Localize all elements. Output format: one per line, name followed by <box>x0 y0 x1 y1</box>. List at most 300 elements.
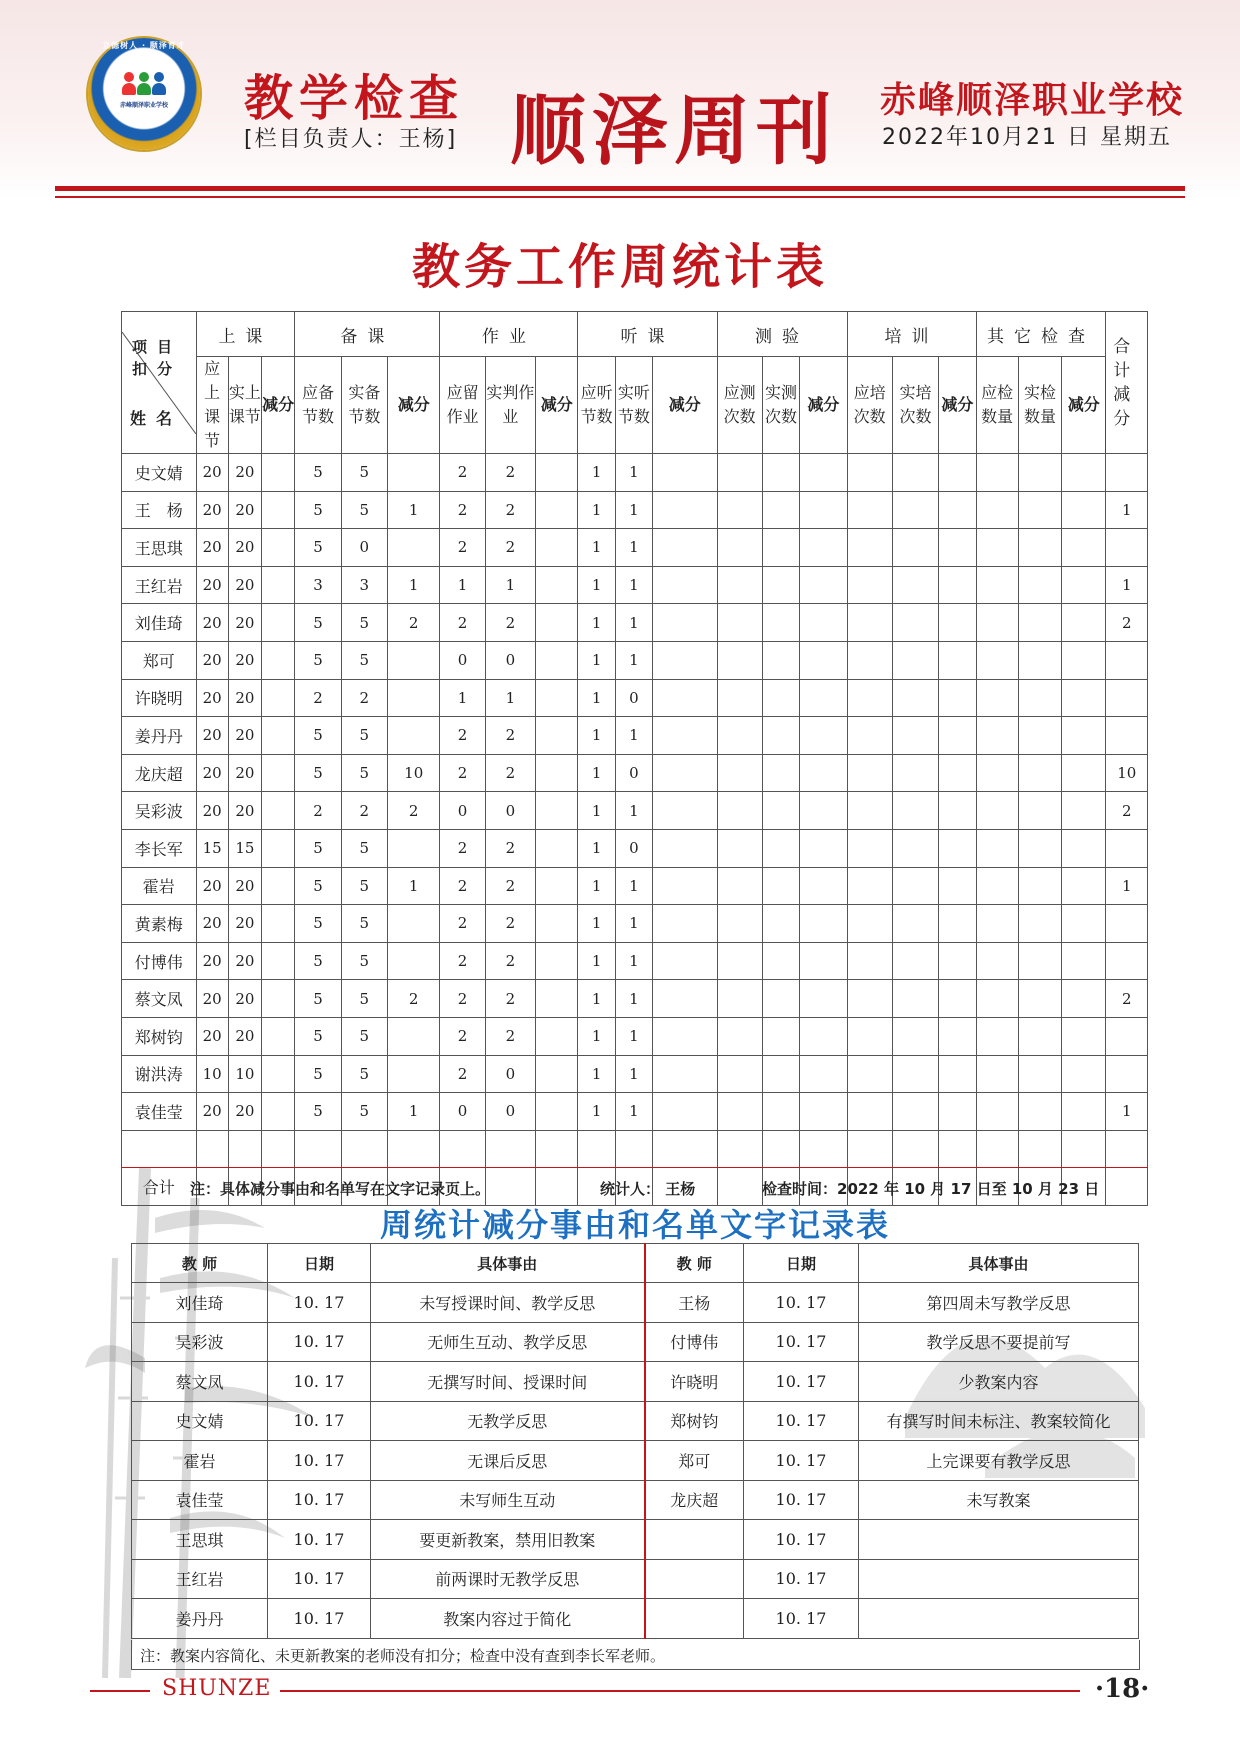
table-row <box>122 905 1148 943</box>
table-cell: 1 <box>578 491 615 529</box>
table-cell <box>1062 867 1106 905</box>
table-cell: 1 <box>578 566 615 604</box>
table-cell <box>388 905 440 943</box>
table-cell: 2 <box>485 980 535 1018</box>
table-cell <box>1062 1093 1106 1131</box>
table-cell: 1 <box>615 792 652 830</box>
table-cell <box>536 717 578 755</box>
table-cell <box>892 454 938 492</box>
table-cell: 1 <box>578 829 615 867</box>
sub-header: 减分 <box>1062 357 1106 454</box>
teacher-name: 刘佳琦 <box>122 604 197 642</box>
check-time: 检查时间：2022 年 10 月 17 日至 10 月 23 日 <box>762 1180 1100 1198</box>
table-cell <box>976 905 1018 943</box>
table-cell <box>800 867 847 905</box>
table-cell: 1 <box>388 566 440 604</box>
table-cell <box>1018 529 1061 567</box>
table-cell: 5 <box>295 1055 341 1093</box>
table-cell <box>536 679 578 717</box>
table-cell <box>262 454 295 492</box>
table-cell <box>800 491 847 529</box>
table-cell: 1 <box>615 491 652 529</box>
group-header: 培训 <box>847 312 976 357</box>
table-cell <box>847 1017 892 1055</box>
record-cell: 10. 17 <box>268 1283 371 1323</box>
record-header: 教 师 <box>645 1244 744 1283</box>
record-cell: 无师生互动、教学反思 <box>371 1322 645 1362</box>
table-cell <box>939 792 976 830</box>
teacher-name: 付博伟 <box>122 942 197 980</box>
corner-top-label: 项目 扣分 <box>132 337 183 378</box>
record-cell: 许晓明 <box>645 1362 744 1402</box>
table-cell <box>892 1017 938 1055</box>
table-cell: 1 <box>578 604 615 642</box>
table-cell <box>1106 679 1148 717</box>
sub-header: 实测次数 <box>762 357 799 454</box>
teacher-name: 袁佳莹 <box>122 1093 197 1131</box>
record-header: 教 师 <box>132 1244 268 1283</box>
table-cell: 5 <box>341 454 387 492</box>
table-cell: 2 <box>485 491 535 529</box>
table-cell: 10 <box>1106 754 1148 792</box>
table-cell <box>536 454 578 492</box>
table-cell <box>847 980 892 1018</box>
table-cell <box>717 454 762 492</box>
table-cell <box>653 905 718 943</box>
table-cell <box>762 905 799 943</box>
table-cell: 5 <box>295 717 341 755</box>
table-cell <box>939 1017 976 1055</box>
table-cell <box>939 980 976 1018</box>
record-row <box>132 1520 1139 1560</box>
table-cell <box>800 1055 847 1093</box>
table-cell <box>1062 717 1106 755</box>
table-cell <box>388 641 440 679</box>
group-header: 其它检查 <box>976 312 1106 357</box>
table-cell <box>717 829 762 867</box>
record-cell: 郑树钧 <box>645 1401 744 1441</box>
table-cell <box>800 454 847 492</box>
table-row <box>122 454 1148 492</box>
table-cell: 2 <box>341 679 387 717</box>
sub-header: 减分 <box>536 357 578 454</box>
table-cell <box>976 717 1018 755</box>
table-cell: 1 <box>578 754 615 792</box>
record-row <box>132 1401 1139 1441</box>
table-cell <box>653 454 718 492</box>
table-cell <box>800 754 847 792</box>
table-cell <box>847 829 892 867</box>
table-cell <box>717 942 762 980</box>
logo-emblem <box>114 64 174 124</box>
table-cell: 2 <box>440 980 485 1018</box>
teacher-name: 许晓明 <box>122 679 197 717</box>
record-cell: 王思琪 <box>132 1520 268 1560</box>
table-cell <box>262 867 295 905</box>
table-cell: 1 <box>440 679 485 717</box>
sub-header: 减分 <box>388 357 440 454</box>
table-cell <box>388 1055 440 1093</box>
table-cell: 5 <box>341 754 387 792</box>
table-cell: 10 <box>228 1055 261 1093</box>
table-cell <box>976 792 1018 830</box>
table-cell <box>892 980 938 1018</box>
table-cell: 1 <box>485 566 535 604</box>
record-cell: 10. 17 <box>744 1362 859 1402</box>
table-row <box>122 792 1148 830</box>
header-divider-thin <box>55 196 1185 198</box>
table-cell <box>1018 754 1061 792</box>
table-cell <box>847 604 892 642</box>
table-cell <box>653 641 718 679</box>
table-cell: 5 <box>341 641 387 679</box>
table-cell <box>717 717 762 755</box>
table-cell <box>1018 792 1061 830</box>
teacher-name: 谢洪涛 <box>122 1055 197 1093</box>
table-cell: 2 <box>295 679 341 717</box>
table-cell <box>847 1055 892 1093</box>
table-cell: 20 <box>228 529 261 567</box>
record-row <box>132 1441 1139 1481</box>
table-cell <box>536 1093 578 1131</box>
table-cell: 5 <box>295 1093 341 1131</box>
table-cell <box>262 1093 295 1131</box>
table-cell <box>653 566 718 604</box>
record-cell: 要更新教案，禁用旧教案 <box>371 1520 645 1560</box>
record-cell: 10. 17 <box>744 1559 859 1599</box>
record-cell: 史文婧 <box>132 1401 268 1441</box>
teacher-name: 黄素梅 <box>122 905 197 943</box>
group-header: 上课 <box>196 312 295 357</box>
table-cell <box>1062 829 1106 867</box>
table-cell <box>939 454 976 492</box>
record-header: 具体事由 <box>859 1244 1139 1283</box>
table-cell: 5 <box>341 1055 387 1093</box>
table-cell <box>536 754 578 792</box>
table-cell <box>1106 905 1148 943</box>
table-cell: 1 <box>615 641 652 679</box>
record-cell: 郑可 <box>645 1441 744 1481</box>
table-cell <box>717 905 762 943</box>
teacher-name: 蔡文凤 <box>122 980 197 1018</box>
table-cell: 1 <box>1106 867 1148 905</box>
weekly-stats-table <box>121 311 1148 1206</box>
table-cell <box>976 679 1018 717</box>
table-cell <box>976 529 1018 567</box>
table-cell <box>976 566 1018 604</box>
table-cell <box>939 679 976 717</box>
table-cell: 1 <box>615 980 652 1018</box>
record-row <box>132 1599 1139 1639</box>
table-cell <box>653 942 718 980</box>
table-cell: 5 <box>341 942 387 980</box>
table-cell <box>762 604 799 642</box>
sub-header: 应测次数 <box>717 357 762 454</box>
record-cell: 10. 17 <box>744 1441 859 1481</box>
record-cell: 10. 17 <box>744 1283 859 1323</box>
table-cell: 5 <box>341 1093 387 1131</box>
table-cell <box>847 905 892 943</box>
table-cell <box>892 566 938 604</box>
record-header: 具体事由 <box>371 1244 645 1283</box>
table-cell <box>262 980 295 1018</box>
table-cell <box>653 754 718 792</box>
table-row <box>122 980 1148 1018</box>
table-cell: 3 <box>295 566 341 604</box>
table-cell <box>892 942 938 980</box>
table-cell <box>653 679 718 717</box>
record-row <box>132 1362 1139 1402</box>
teacher-name: 姜丹丹 <box>122 717 197 755</box>
table-cell <box>800 1017 847 1055</box>
logo-ring-text: 立德树人 · 顺泽育才 <box>102 41 186 50</box>
logo-school-name: 赤峰顺泽职业学校 <box>120 102 169 109</box>
table-cell <box>1018 829 1061 867</box>
table-cell <box>800 905 847 943</box>
table-cell <box>892 792 938 830</box>
table-cell <box>262 604 295 642</box>
table-cell <box>800 604 847 642</box>
table-cell: 1 <box>578 679 615 717</box>
table-cell <box>1062 454 1106 492</box>
table-cell <box>262 717 295 755</box>
table-row <box>122 717 1148 755</box>
table-cell: 1 <box>485 679 535 717</box>
table-cell: 2 <box>485 717 535 755</box>
sub-header: 应备节数 <box>295 357 341 454</box>
table-cell <box>1106 641 1148 679</box>
table-cell <box>939 942 976 980</box>
table-cell <box>847 529 892 567</box>
table-row <box>122 754 1148 792</box>
table-cell: 0 <box>485 1093 535 1131</box>
record-cell: 刘佳琦 <box>132 1283 268 1323</box>
table-cell <box>847 867 892 905</box>
table-cell: 1 <box>615 566 652 604</box>
table-cell <box>800 1093 847 1131</box>
record-cell: 10. 17 <box>268 1599 371 1639</box>
table-cell <box>536 641 578 679</box>
table-cell <box>976 1017 1018 1055</box>
page-number: ·18· <box>1095 1674 1150 1704</box>
stats-note: 注：具体减分事由和名单写在文字记录页上。 <box>190 1180 491 1198</box>
table-cell <box>717 604 762 642</box>
table-cell: 1 <box>440 566 485 604</box>
table-cell: 1 <box>615 1093 652 1131</box>
footer-rule <box>280 1690 1080 1692</box>
table-cell <box>536 1017 578 1055</box>
table-cell <box>800 792 847 830</box>
table-cell <box>1062 905 1106 943</box>
record-row <box>132 1559 1139 1599</box>
table-cell: 15 <box>196 829 228 867</box>
table-cell <box>717 1055 762 1093</box>
table-cell: 20 <box>228 792 261 830</box>
table-cell: 2 <box>388 980 440 1018</box>
table-cell <box>939 717 976 755</box>
table-cell <box>939 491 976 529</box>
table-cell: 2 <box>440 717 485 755</box>
table-cell <box>262 529 295 567</box>
table-cell <box>1106 717 1148 755</box>
table-cell: 5 <box>295 754 341 792</box>
table-cell <box>847 942 892 980</box>
table-cell: 5 <box>295 829 341 867</box>
table-cell <box>262 566 295 604</box>
table-cell: 2 <box>440 454 485 492</box>
table-cell <box>800 980 847 1018</box>
table-cell <box>892 867 938 905</box>
teacher-name: 霍岩 <box>122 867 197 905</box>
table-cell <box>892 829 938 867</box>
record-cell: 10. 17 <box>268 1559 371 1599</box>
table-cell: 1 <box>388 1093 440 1131</box>
table-cell: 2 <box>485 529 535 567</box>
table-cell <box>1018 1017 1061 1055</box>
table-cell: 2 <box>295 792 341 830</box>
table-cell: 2 <box>440 754 485 792</box>
group-header: 听课 <box>578 312 717 357</box>
record-cell: 教案内容过于简化 <box>371 1599 645 1639</box>
table-cell: 1 <box>615 1017 652 1055</box>
record-cell: 10. 17 <box>744 1599 859 1639</box>
corner-bottom-label: 姓名 <box>130 408 183 428</box>
table-cell: 0 <box>615 829 652 867</box>
table-cell <box>762 829 799 867</box>
table-cell: 1 <box>578 792 615 830</box>
table-cell: 20 <box>228 454 261 492</box>
table-cell <box>1018 942 1061 980</box>
table-cell <box>892 754 938 792</box>
table-cell: 2 <box>485 942 535 980</box>
table-cell <box>653 1055 718 1093</box>
table-row <box>122 491 1148 529</box>
table-cell <box>1062 566 1106 604</box>
table-cell <box>939 1055 976 1093</box>
corner-header <box>122 312 197 454</box>
table-cell: 0 <box>485 1055 535 1093</box>
table-cell: 5 <box>341 491 387 529</box>
record-header: 日期 <box>744 1244 859 1283</box>
record-cell <box>645 1559 744 1599</box>
table-cell: 20 <box>228 717 261 755</box>
sub-header: 实备节数 <box>341 357 387 454</box>
sub-header: 实培次数 <box>892 357 938 454</box>
table-cell: 5 <box>295 604 341 642</box>
teacher-name: 合计 <box>122 1168 197 1206</box>
table-cell <box>939 604 976 642</box>
record-cell: 10. 17 <box>268 1480 371 1520</box>
table-cell <box>762 679 799 717</box>
table-cell <box>892 1055 938 1093</box>
table-cell <box>717 641 762 679</box>
sub-header: 应上课节 <box>196 357 228 454</box>
table-cell <box>262 491 295 529</box>
table-cell <box>1062 679 1106 717</box>
stat-person: 统计人： 王杨 <box>600 1180 696 1198</box>
table-cell: 2 <box>440 1017 485 1055</box>
table-cell: 10 <box>196 1055 228 1093</box>
group-header: 备课 <box>295 312 440 357</box>
sub-header: 减分 <box>800 357 847 454</box>
table-cell: 1 <box>578 1017 615 1055</box>
table-cell <box>1062 604 1106 642</box>
table-cell <box>1106 1017 1148 1055</box>
table-cell: 5 <box>295 641 341 679</box>
table-cell <box>800 641 847 679</box>
table-cell <box>536 980 578 1018</box>
sub-header: 应培次数 <box>847 357 892 454</box>
table-cell <box>939 641 976 679</box>
table-cell: 1 <box>578 717 615 755</box>
teacher-name: 王 杨 <box>122 491 197 529</box>
table-cell <box>717 566 762 604</box>
table-cell <box>1018 679 1061 717</box>
table-cell: 1 <box>615 604 652 642</box>
table-cell <box>1018 867 1061 905</box>
table-cell <box>1018 905 1061 943</box>
table-cell <box>653 1093 718 1131</box>
record-cell: 10. 17 <box>268 1401 371 1441</box>
table-cell <box>653 1017 718 1055</box>
issue-date: 2022年10月21 日 星期五 <box>882 125 1172 150</box>
table-cell <box>717 491 762 529</box>
table-cell <box>388 1017 440 1055</box>
sub-header: 实检数量 <box>1018 357 1061 454</box>
table-cell <box>1106 829 1148 867</box>
table-cell <box>939 566 976 604</box>
table-row <box>122 829 1148 867</box>
publication-brand: 顺泽周刊 <box>510 86 838 175</box>
table-cell <box>762 1093 799 1131</box>
table-cell <box>1018 566 1061 604</box>
table-cell <box>762 980 799 1018</box>
table-cell <box>976 829 1018 867</box>
table-cell <box>1018 641 1061 679</box>
table-cell <box>653 829 718 867</box>
table-cell <box>536 942 578 980</box>
table-cell: 20 <box>228 980 261 1018</box>
table-cell <box>800 717 847 755</box>
table-cell: 0 <box>615 754 652 792</box>
table-cell: 2 <box>485 604 535 642</box>
record-cell: 10. 17 <box>268 1520 371 1560</box>
table-cell <box>847 566 892 604</box>
table-cell: 1 <box>1106 491 1148 529</box>
record-cell: 无教学反思 <box>371 1401 645 1441</box>
table-cell <box>1062 491 1106 529</box>
table-cell <box>1106 1055 1148 1093</box>
table-cell: 1 <box>615 454 652 492</box>
teacher-name: 龙庆超 <box>122 754 197 792</box>
table-cell: 2 <box>485 905 535 943</box>
table-cell <box>892 604 938 642</box>
record-cell: 付博伟 <box>645 1322 744 1362</box>
table-cell: 20 <box>228 942 261 980</box>
table-row <box>122 529 1148 567</box>
table-cell <box>536 905 578 943</box>
teacher-name: 郑可 <box>122 641 197 679</box>
sub-header: 实上课节 <box>228 357 261 454</box>
table-cell <box>1018 1055 1061 1093</box>
sub-header: 减分 <box>653 357 718 454</box>
table-cell <box>1062 942 1106 980</box>
school-logo <box>88 38 200 150</box>
table-cell: 5 <box>295 529 341 567</box>
table-cell: 20 <box>228 1093 261 1131</box>
table-cell: 2 <box>440 491 485 529</box>
record-row <box>132 1480 1139 1520</box>
